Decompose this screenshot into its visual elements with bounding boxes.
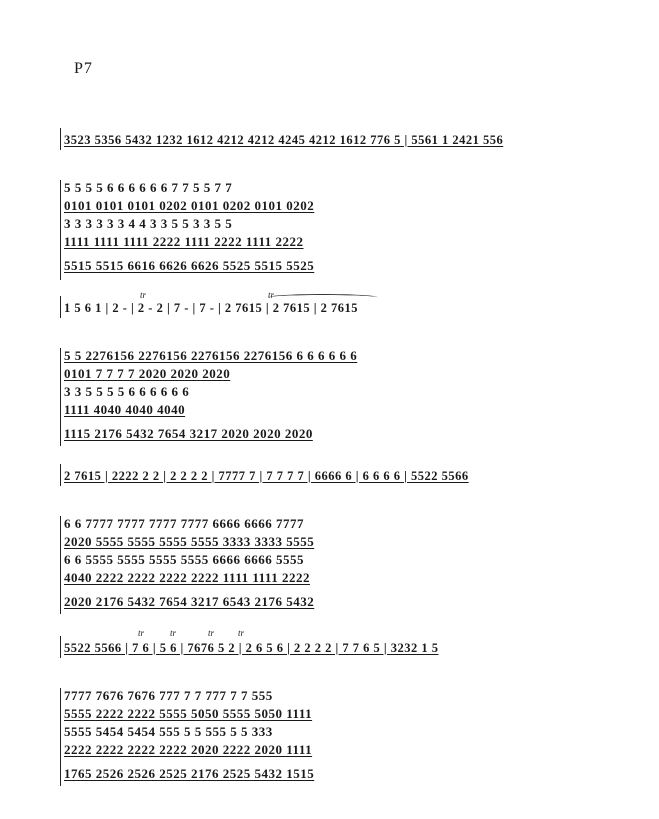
bass-row: 1115 2176 5432 7654 3217 2020 2020 2020: [64, 426, 313, 441]
bass-row: 5515 5515 6616 6626 6626 5525 5515 5525: [64, 258, 315, 273]
trill-mark: tr: [208, 628, 215, 638]
accompaniment-row: 7777 7676 7676 777 7 7 777 7 7 555: [64, 688, 273, 703]
accompaniment-row: 3 3 3 3 3 3 4 4 3 3 5 5 3 3 5 5: [64, 216, 233, 231]
accompaniment-row: 2020 5555 5555 5555 5555 3333 3333 5555: [64, 534, 315, 549]
accompaniment-row: 4040 2222 2222 2222 2222 1111 1111 2222: [64, 570, 310, 585]
melody-line: 1 5 6 1 | 2 - | 2 - 2 | 7 - | 7 - | 2 7615 | 2 7615 | 2 7615: [64, 301, 359, 315]
system-barline: [60, 464, 61, 486]
accompaniment-row: 5 5 2276156 2276156 2276156 2276156 6 6 6 6 6 6: [64, 348, 358, 363]
trill-mark: tr: [170, 628, 177, 638]
accompaniment-row: 5555 2222 2222 5555 5050 5555 5050 1111: [64, 706, 313, 721]
system-barline: [60, 296, 61, 318]
accompaniment-row: 1111 4040 4040 4040: [64, 402, 186, 417]
accompaniment-brace: [60, 688, 61, 786]
trill-mark: tr: [140, 290, 147, 300]
score-system-2: [60, 290, 592, 446]
system-barline: [60, 128, 61, 150]
accompaniment-row: 1111 1111 1111 2222 1111 2222 1111 2222: [64, 234, 304, 249]
accompaniment-row: 6 6 7777 7777 7777 7777 6666 6666 7777: [64, 516, 304, 531]
accompaniment-brace: [60, 348, 61, 446]
bass-row: 1765 2526 2526 2525 2176 2525 5432 1515: [64, 766, 315, 781]
accompaniment-brace: [60, 180, 61, 280]
melody-line: 5522 5566 | 7 6 | 5 6 | 7676 5 2 | 2 6 5 6 | 2 2 2 2 | 7 7 6 5 | 3232 1 5: [64, 641, 439, 655]
score-system-1: [60, 128, 592, 280]
trill-mark: tr: [268, 290, 275, 300]
melody-line: 2 7615 | 2222 2 2 | 2 2 2 2 | 7777 7 | 7 7 7 7 | 6666 6 | 6 6 6 6 | 5522 5566: [64, 469, 469, 483]
accompaniment-row: 2222 2222 2222 2222 2020 2222 2020 1111: [64, 742, 313, 757]
accompaniment-row: 3 3 5 5 5 5 6 6 6 6 6 6: [64, 384, 190, 399]
system-barline: [60, 636, 61, 658]
score-system-4: [60, 628, 592, 786]
trill-mark: tr: [138, 628, 145, 638]
melody-line: 3523 5356 5432 1232 1612 4212 4212 4245 4212 1612 776 5 | 5561 1 2421 556: [64, 133, 504, 147]
accompaniment-row: 0101 7 7 7 7 2020 2020 2020: [64, 366, 231, 381]
bass-row: 2020 2176 5432 7654 3217 6543 2176 5432: [64, 594, 315, 609]
page-number: P7: [74, 60, 93, 77]
trill-mark: tr: [238, 628, 245, 638]
accompaniment-row: 6 6 5555 5555 5555 5555 6666 6666 5555: [64, 552, 304, 567]
accompaniment-brace: [60, 516, 61, 614]
score-system-3: [60, 464, 592, 614]
accompaniment-row: 0101 0101 0101 0202 0101 0202 0101 0202: [64, 198, 315, 213]
accompaniment-row: 5 5 5 5 6 6 6 6 6 6 7 7 5 5 7 7: [64, 180, 233, 195]
accompaniment-row: 5555 5454 5454 555 5 5 555 5 5 333: [64, 724, 273, 739]
